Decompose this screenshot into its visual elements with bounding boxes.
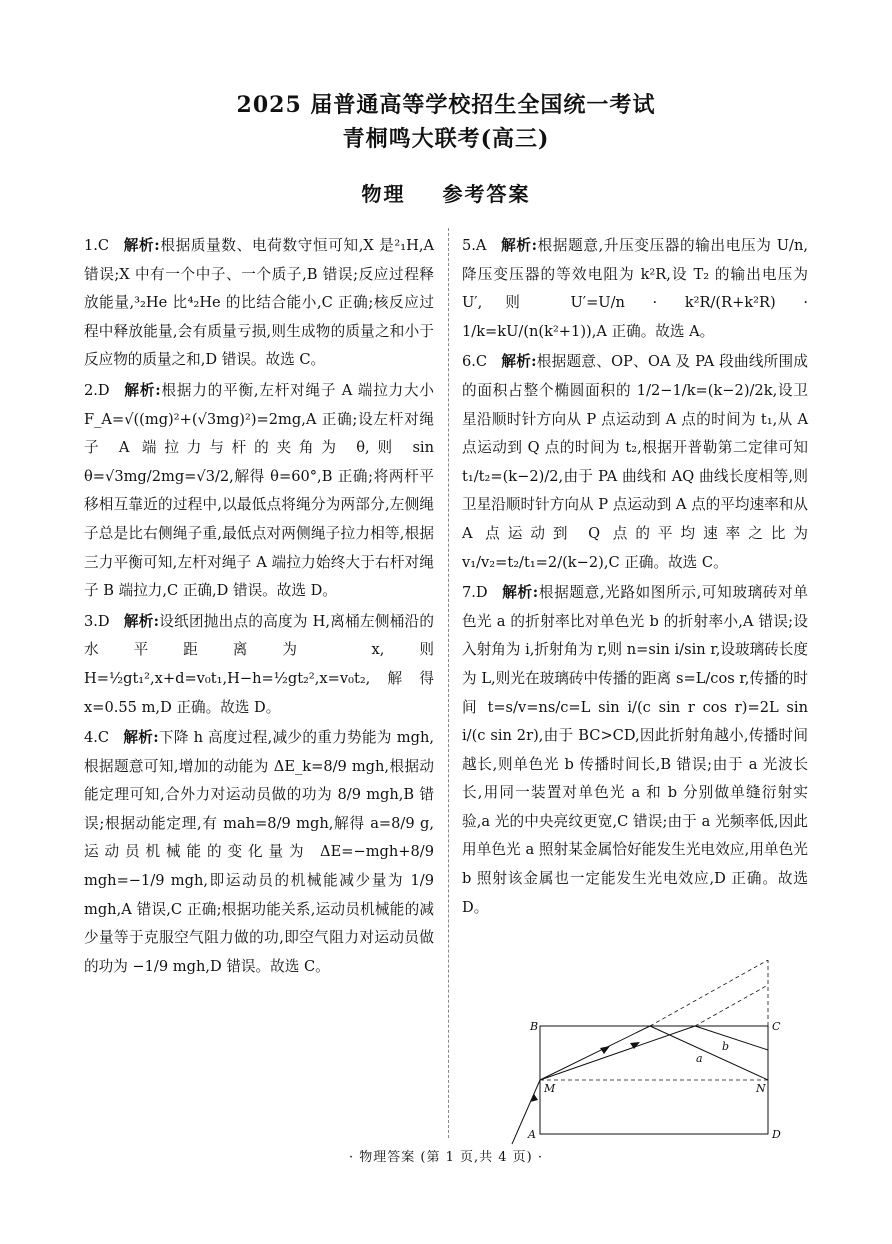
- answer-item-6: 6.C 解析:根据题意、OP、OA 及 PA 段曲线所围成的面积占整个椭圆面积的 1/2−1/k=(k−2)/2k,设卫星沿顺时针方向从 P 点运动到 A 点的时间为 t₁,从 A 点运动到 Q 点的时间为 t₂,根据开普勒第二定律可知 t₁/t₂=(k−2)/2,由于 PA 曲线和 AQ 曲线长度相等,则卫星沿顺时针方向从 P 点运动到 A 点的平均速率和从 A 点运动到 Q 点的平均速率之比为 v₁/v₂=t₂/t₁=2/(k−2),C 正确。故选 C。: [462, 353, 808, 571]
- answer-item-5: 5.A 解析:根据题意,升压变压器的输出电压为 U/n,降压变压器的等效电阻为 k²R,设 T₂ 的输出电压为 U′,则 U′=U/n · k²R/(R+k²R) · 1/k=kU/(n(k²+1)),A 正确。故选 A。: [462, 237, 808, 340]
- label-ray-b: b: [722, 1040, 730, 1053]
- label-b-corner: B: [530, 1020, 539, 1033]
- answer-item-4: 4.C 解析:下降 h 高度过程,减少的重力势能为 mgh,根据题意可知,增加的动能为 ΔE_k=8/9 mgh,根据动能定理可知,合外力对运动员做的功为 8/9 mgh,B 错误;根据动能定理,有 mah=8/9 mgh,解得 a=8/9 g,运动员机械能的变化量为 ΔE=−mgh+8/9 mgh=−1/9 mgh,即运动员的机械能减少量为 1/9 mgh,A 错误,C 正确;根据功能关系,运动员机械能的减少量等于克服空气阻力做的功,即空气阻力对运动员做的功为 −1/9 mgh,D 错误。故选 C。: [84, 729, 434, 975]
- page-footer: · 物理答案 (第 1 页,共 4 页) ·: [348, 1150, 543, 1165]
- right-column: [462, 232, 808, 924]
- label-c-corner: C: [772, 1020, 781, 1033]
- dashed-ray-a: [650, 960, 768, 1026]
- label-m: M: [544, 1082, 556, 1095]
- label-n: N: [756, 1082, 766, 1095]
- left-column: [84, 232, 434, 983]
- label-ray-a: a: [696, 1052, 703, 1065]
- subject-name: 物理: [361, 182, 406, 206]
- ray-a-up: [540, 1026, 650, 1080]
- answer-item-1: 1.C 解析:根据质量数、电荷数守恒可知,X 是²₁H,A 错误;X 中有一个中子、一个质子,B 错误;反应过程释放能量,³₂He 比⁴₂He 的比结合能小,C 正确;核反应过程中释放能量,会有质量亏损,则生成物的质量之和小于反应物的质量之和,D 错误。故选 C。: [84, 237, 434, 369]
- subject-heading: [0, 178, 892, 207]
- column-divider: [448, 228, 449, 1138]
- label-d-corner: D: [772, 1128, 781, 1141]
- light-path-figure: [500, 960, 800, 1150]
- subject-sub: 参考答案: [442, 182, 531, 206]
- exam-subtitle: 青桐鸣大联考(高三): [342, 126, 550, 152]
- answer-item-3: 3.D 解析:设纸团抛出点的高度为 H,离桶左侧桶沿的水平距离为 x,则 H=½gt₁²,x+d=v₀t₁,H−h=½gt₂²,x=v₀t₂,解得 x=0.55 m,D 正确。故选 D。: [84, 612, 434, 716]
- ray-b-down: [695, 1026, 768, 1050]
- ray-a-arrow-icon: [600, 1046, 610, 1054]
- dashed-ray-b: [695, 985, 768, 1026]
- incident-arrow-icon: [530, 1094, 538, 1102]
- ray-b-up: [540, 1026, 695, 1080]
- exam-title: 2025 届普通高等学校招生全国统一考试: [236, 92, 656, 118]
- answer-item-2: 2.D 解析:根据力的平衡,左杆对绳子 A 端拉力大小 F_A=√((mg)²+(√3mg)²)=2mg,A 正确;设左杆对绳子 A 端拉力与杆的夹角为 θ,则 sin θ=√3mg/2mg=√3/2,解得 θ=60°,B 正确;将两杆平移相互靠近的过程中,以最低点将绳分为两部分,左侧绳子总是比右侧绳子重,最低点对两侧绳子拉力相等,根据三力平衡可知,左杆对绳子 A 端拉力始终大于右杆对绳子 B 端拉力,C 正确,D 错误。故选 D。: [84, 381, 434, 600]
- ray-a-down: [650, 1026, 768, 1080]
- answer-item-7: 7.D 解析:根据题意,光路如图所示,可知玻璃砖对单色光 a 的折射率比对单色光 b 的折射率小,A 错误;设入射角为 i,折射角为 r,则 n=sin i/sin r,设玻璃砖长度为 L,则光在玻璃砖中传播的距离 s=L/cos r,传播的时间 t=s/v=ns/c=L sin i/(c sin r cos r)=2L sin i/(c sin 2r),由于 BC>CD,因此折射角越小,传播时间越长,则单色光 b 传播时间长,B 错误;由于 a 光波长长,用同一装置对单色光 a 和 b 分别做单缝衍射实验,a 光的中央亮纹更宽,C 错误;由于 a 光频率低,因此用单色光 a 照射某金属恰好能发生光电效应,用单色光 b 照射该金属也一定能发生光电效应,D 正确。故选 D。: [462, 584, 809, 916]
- label-a-corner: A: [528, 1128, 536, 1141]
